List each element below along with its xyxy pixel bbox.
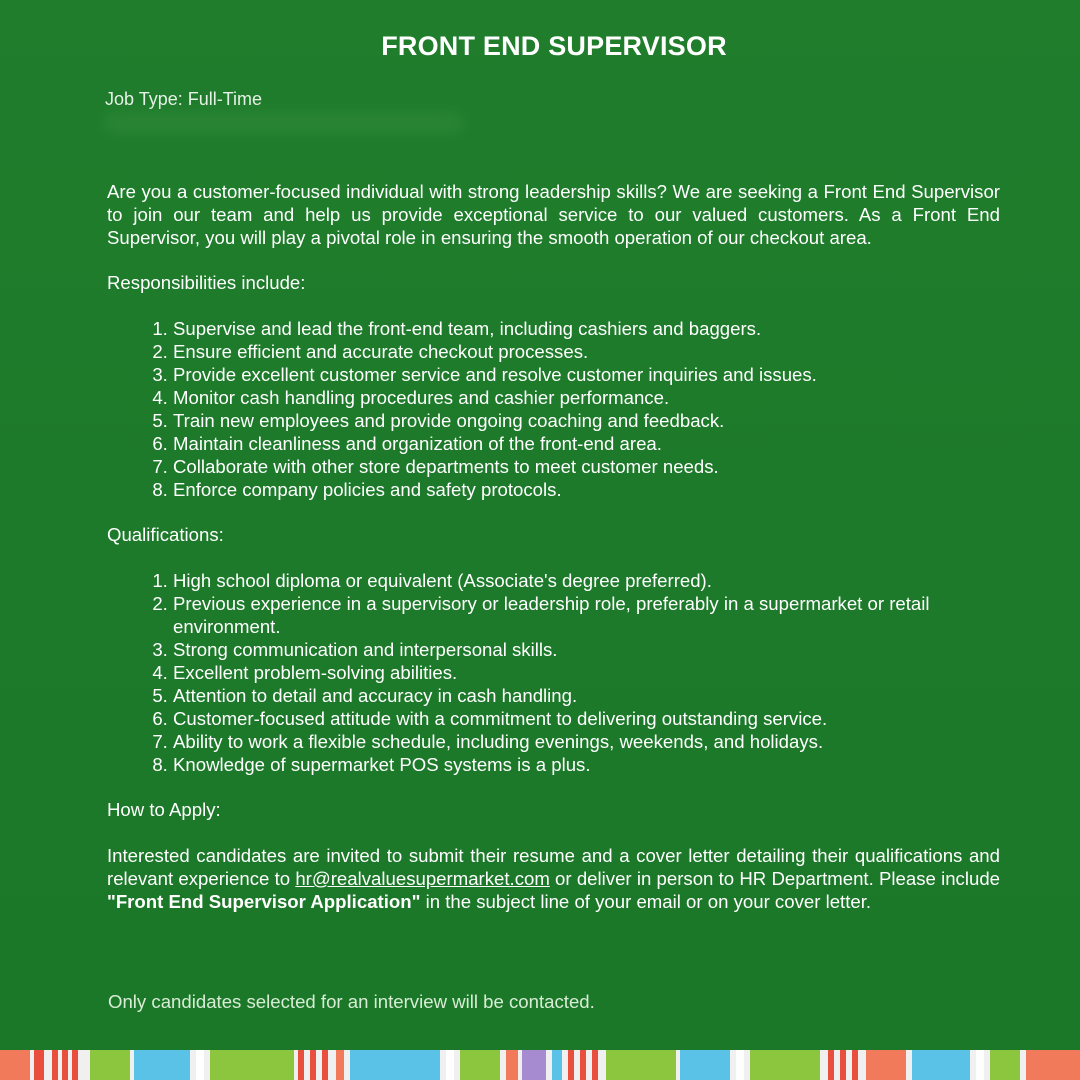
stripe — [322, 1050, 328, 1080]
list-item: 2. Ensure efficient and accurate checkout processes. — [173, 340, 1000, 363]
stripe — [828, 1050, 834, 1080]
job-type-label: Job Type: Full-Time — [105, 89, 263, 109]
list-item: 1. High school diploma or equivalent (Associate's degree preferred). — [173, 569, 1000, 592]
stripe — [350, 1050, 440, 1080]
list-item: 3. Strong communication and interpersonal skills. — [173, 638, 1000, 661]
intro-paragraph: Are you a customer-focused individual with strong leadership skills? We are seeking a Front End Supervisor to join our team and help us provide exceptional service to our valued customers. As a Front End Supervisor, you will play a pivotal role in ensuring the smooth operation of our checkout area. — [107, 181, 1000, 248]
stripe — [134, 1050, 190, 1080]
stripe — [552, 1050, 562, 1080]
stripe — [852, 1050, 858, 1080]
list-item: 8. Knowledge of supermarket POS systems is a plus. — [173, 753, 1000, 776]
decorative-stripe-border — [0, 1050, 1080, 1080]
responsibilities-list — [107, 317, 1000, 501]
stripe — [506, 1050, 518, 1080]
list-item: 7. Collaborate with other store departments to meet customer needs. — [173, 455, 1000, 478]
stripe — [62, 1050, 68, 1080]
stripe — [592, 1050, 598, 1080]
stripe — [446, 1050, 454, 1080]
stripe — [310, 1050, 316, 1080]
list-item: 5. Attention to detail and accuracy in cash handling. — [173, 684, 1000, 707]
stripe — [580, 1050, 586, 1080]
smudge-decoration — [104, 112, 464, 134]
page-title: FRONT END SUPERVISOR — [381, 31, 727, 61]
stripe — [72, 1050, 78, 1080]
responsibilities-heading: Responsibilities include: — [107, 272, 306, 293]
list-item: 7. Ability to work a flexible schedule, including evenings, weekends, and holidays. — [173, 730, 1000, 753]
list-item: 2. Previous experience in a supervisory or leadership role, preferably in a supermarket or retail environment. — [173, 592, 1000, 638]
list-item: 5. Train new employees and provide ongoing coaching and feedback. — [173, 409, 1000, 432]
list-item: 4. Monitor cash handling procedures and cashier performance. — [173, 386, 1000, 409]
stripe — [840, 1050, 846, 1080]
contact-note: Only candidates selected for an interview will be contacted. — [108, 991, 595, 1012]
stripe — [990, 1050, 1020, 1080]
list-item: 6. Maintain cleanliness and organization of the front-end area. — [173, 432, 1000, 455]
stripe — [750, 1050, 820, 1080]
subject-line-text: "Front End Supervisor Application" — [107, 891, 421, 912]
stripe — [680, 1050, 730, 1080]
apply-text-middle: or deliver in person to HR Department. Please include — [549, 868, 1000, 889]
stripe — [912, 1050, 970, 1080]
stripe — [298, 1050, 304, 1080]
apply-text-start: Interested candidates are invited to submit their resume and a cover letter detailing their qualifications and relevant experience to — [107, 845, 1000, 889]
stripe — [90, 1050, 130, 1080]
stripe — [866, 1050, 906, 1080]
email-link[interactable]: hr@realvaluesupermarket.com — [295, 868, 550, 889]
list-item: 6. Customer-focused attitude with a commitment to delivering outstanding service. — [173, 707, 1000, 730]
qualifications-list — [107, 569, 1000, 776]
how-to-apply-heading: How to Apply: — [107, 799, 221, 820]
list-item: 1. Supervise and lead the front-end team, including cashiers and baggers. — [173, 317, 1000, 340]
how-to-apply-paragraph — [107, 844, 1000, 913]
stripe — [568, 1050, 574, 1080]
qualifications-heading: Qualifications: — [107, 524, 224, 545]
stripe — [196, 1050, 204, 1080]
stripe — [606, 1050, 676, 1080]
list-item: 3. Provide excellent customer service and resolve customer inquiries and issues. — [173, 363, 1000, 386]
stripe — [336, 1050, 344, 1080]
stripe — [976, 1050, 984, 1080]
stripe — [0, 1050, 30, 1080]
stripe — [34, 1050, 44, 1080]
stripe — [460, 1050, 500, 1080]
list-item: 8. Enforce company policies and safety protocols. — [173, 478, 1000, 501]
stripe — [52, 1050, 58, 1080]
apply-text-end: in the subject line of your email or on your cover letter. — [420, 891, 872, 912]
stripe — [210, 1050, 294, 1080]
stripe — [522, 1050, 546, 1080]
list-item: 4. Excellent problem-solving abilities. — [173, 661, 1000, 684]
stripe — [736, 1050, 744, 1080]
stripe — [1026, 1050, 1080, 1080]
posting-body — [107, 180, 1000, 913]
